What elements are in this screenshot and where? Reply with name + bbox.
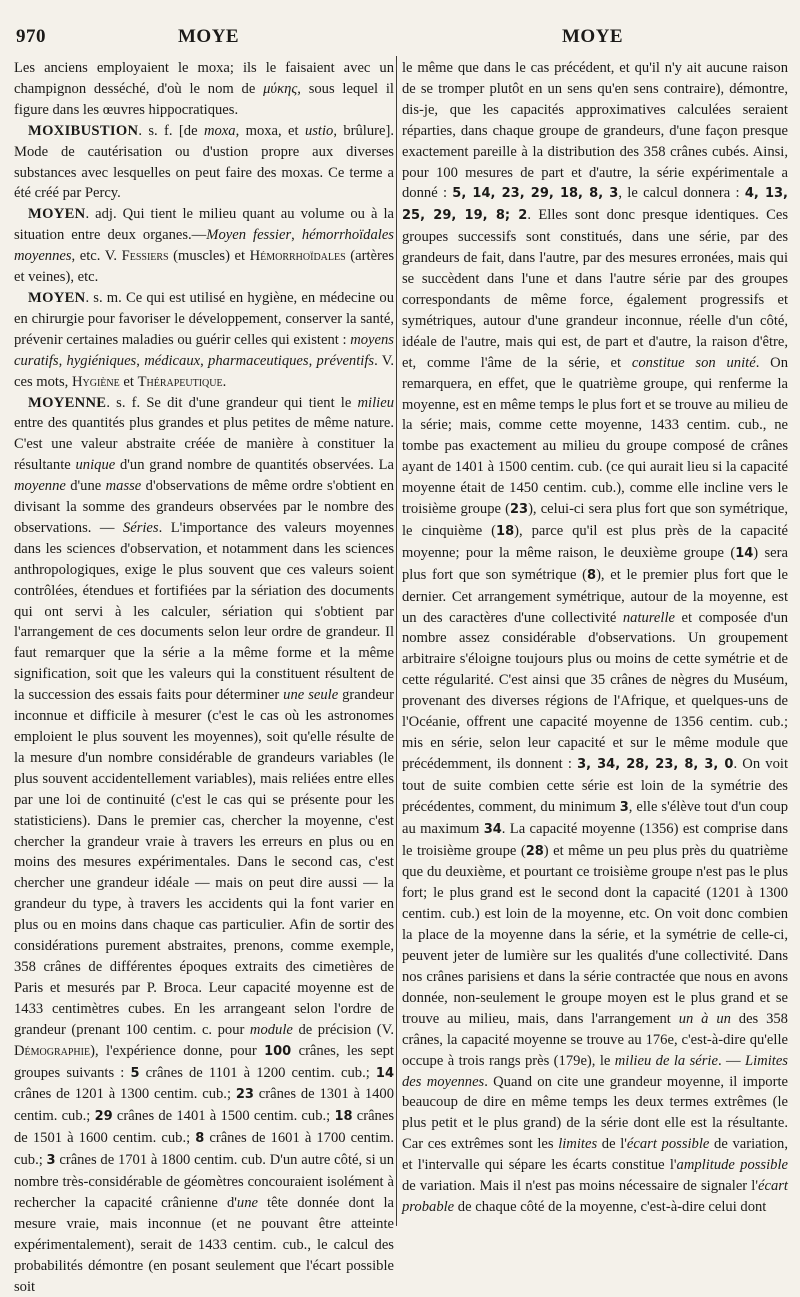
- series-figure: 5: [130, 1066, 139, 1081]
- series-figure: 8: [195, 1131, 204, 1146]
- text-run: crânes de 1101 à 1200 centim. cub.;: [140, 1065, 376, 1081]
- text-run: , sous lequel il figure dans les œuvres hippocratiques.: [14, 81, 394, 118]
- text-run: ), celui-ci sera plus fort que son symétrique, le cinquième (: [402, 501, 788, 539]
- text-run: crânes de 1601 à 1700 centim. cub.;: [14, 1130, 394, 1168]
- text-run: . On voit tout de suite combien cette série est loin de la symétrie des précédentes, comment, du minimum: [402, 756, 788, 815]
- entry-headword: MOYEN: [28, 290, 85, 306]
- text-run: ), l'expérience donne, pour: [90, 1043, 264, 1059]
- text-run: ) sera plus fort que son symétrique (: [402, 545, 788, 583]
- text-run: entre des quantités plus grandes et plus petites de même nature. C'est une valeur abstraite créée de manière à constituer la résultante: [14, 415, 394, 473]
- text-run: d'une: [66, 478, 106, 494]
- emphasis-text: Limites des moyennes: [402, 1053, 788, 1090]
- text-run: . Quand on cite une grandeur moyenne, il importe beaucoup de dire en même temps les deux termes extrêmes (le plus petit et le plus grand) de la série dont elle est la résultante. Car ces extrêmes sont les: [402, 1074, 788, 1153]
- emphasis-text: unique: [76, 457, 116, 473]
- text-run: . V. ces mots,: [14, 353, 394, 390]
- cross-reference: Démographie: [14, 1043, 90, 1059]
- text-run: d'observations de même ordre s'obtient en divisant la somme des grandeurs observées par le nombre des observations. —: [14, 478, 394, 536]
- series-figure: 14: [735, 546, 753, 561]
- text-run: . —: [718, 1053, 745, 1069]
- entry-headword: MOXIBUSTION: [28, 123, 138, 139]
- text-run: de variation. Mais il n'est pas moins nécessaire de signaler l': [402, 1178, 758, 1194]
- text-run: crânes de 1301 à 1400 centim. cub.;: [14, 1086, 394, 1124]
- right-running-head: MOYE: [562, 26, 623, 48]
- series-figure: 100: [264, 1044, 291, 1059]
- series-figure: 18: [496, 524, 514, 539]
- emphasis-text: médicaux: [144, 353, 200, 369]
- text-run: ), parce qu'il est plus près de la capacité moyenne; pour la même raison, le deuxième groupe (: [402, 523, 788, 561]
- text-run: . Elles sont donc presque identiques. Ces groupes successifs sont constitués, dans une série, par des grandeurs de fait, dans l'autre, par des mesures erronées, mais qui se succèdent dans l'une et dans l'autre série par des groupes correspondants de même force, également progressifs et symétriques, autour d'une grandeur inconnue, réelle d'un côté, idéale de l'autre, mais qui est, de part et d'autre, la raison d'être, et, comme l'âme de la série, et: [402, 207, 788, 370]
- text-run: grandeur inconnue et difficile à mesurer (c'est le cas où les astronomes emploient le plus souvent les moyennes), soit qu'elle résulte de la mesure d'un nombre considérable de grandeurs variables (le plus souvent accidentellement variables), mais reliées entre elles par une loi de continuité (c'est le cas qui se présente pour les statisticiens). Dans le premier cas, chercher la moyenne, c'est chercher la grandeur vraie à travers les erreurs en plus ou en moins des mesures expérimentales. Dans le second cas, c'est chercher une grandeur idéale — mais on peut dire aussi — la grandeur du type, à travers les accidents qui la font varier en plus ou en moins dans chaque cas particulier. Afin de sortir des considérations purement abstraites, prenons, comme exemple, 358 crânes de différentes époques extraits des cimetières de Paris et mesurés par P. Broca. Leur capacité moyenne est de 1433 centimètres cubes. En les arrangeant selon l'ordre de grandeur (prenant 100 centim. c. pour: [14, 687, 394, 1038]
- emphasis-text: Séries: [123, 520, 159, 536]
- series-figure: 3, 34, 28, 23, 8, 3, 0: [577, 757, 733, 772]
- emphasis-text: un à un: [679, 1011, 731, 1027]
- text-run: crânes, les sept groupes suivants :: [14, 1043, 394, 1081]
- text-run: , brûlure]. Mode de cautérisation ou d'ustion propre aux diverses substances avec lesquelles on peut faire des moxas. Ce terme a été créé par Percy.: [14, 123, 394, 202]
- text-run: (muscles) et: [169, 248, 250, 264]
- text-run: ,: [136, 353, 144, 369]
- text-run: ,: [309, 353, 317, 369]
- text-run: .: [223, 374, 227, 390]
- emphasis-text: milieu: [358, 395, 394, 411]
- text-run: ,: [291, 227, 302, 243]
- emphasis-text: une seule: [283, 687, 338, 703]
- emphasis-text: une: [237, 1195, 258, 1211]
- series-figure: 34: [484, 822, 502, 837]
- text-run: , elle s'élève tout d'un coup au maximum: [402, 799, 788, 837]
- text-run: . s. f. Se dit d'une grandeur qui tient le: [106, 395, 357, 411]
- series-figure: 3: [620, 800, 629, 815]
- text-run: de précision (V.: [293, 1022, 394, 1038]
- emphasis-text: écart probable: [402, 1178, 788, 1215]
- text-run: d'un grand nombre de quantités observées. La: [115, 457, 394, 473]
- text-run: , etc. V.: [72, 248, 122, 264]
- emphasis-text: Moyen fessier: [206, 227, 291, 243]
- text-run: ,: [59, 353, 67, 369]
- paragraph: [14, 121, 394, 205]
- text-run: . s. m. Ce qui est utilisé en hygiène, en médecine ou en chirurgie pour favoriser le développement, conserver la santé, prévenir certaines maladies ou guérir celles qui existent :: [14, 290, 394, 348]
- text-run: . L'importance des valeurs moyennes dans les sciences d'observation, et notamment dans les sciences anthropologiques, exige le plus souvent que ces valeurs soient contrôlées, étendues et fortifiées par la sériation des documents qui ont servi à les calculer, sériation qui s'obtient par l'arrangement de ces documents selon leur ordre de grandeur. Il faut remarquer que la série a la même forme et la même signification, soit que les valeurs qui la constituent résultent de la succession des essais faits pour déterminer: [14, 520, 394, 703]
- emphasis-text: naturelle: [623, 610, 675, 626]
- text-run: Les anciens employaient le moxa; ils le faisaient avec un champignon desséché, d'où le nom de: [14, 60, 394, 97]
- text-run: et: [120, 374, 138, 390]
- text-run: de chaque côté de la moyenne, c'est-à-dire celui dont: [454, 1199, 766, 1215]
- emphasis-text: hygiéniques: [67, 353, 137, 369]
- emphasis-text: ustio: [305, 123, 333, 139]
- text-run: (artères et veines), etc.: [14, 248, 394, 285]
- column-rule: [396, 56, 397, 1226]
- emphasis-text: moxa: [204, 123, 236, 139]
- text-run: . On remarquera, en effet, que le quatrième groupe, qui renferme la moyenne, est en même temps le plus fort et se trouve au milieu de la série; mais, comme cette moyenne, 1433 centim. cub., ne tombe pas exactement au milieu du groupe composé de crânes ayant de 1401 à 1500 centim. cub. (ce qui aurait lieu si la capacité moyenne était de 1450 centim. cub.), comme elle incline vers le troisième groupe (: [402, 355, 788, 517]
- series-figure: 23: [236, 1087, 254, 1102]
- series-figure: 29: [95, 1109, 113, 1124]
- entry-headword: MOYENNE: [28, 395, 106, 411]
- text-run: . s. f. [de: [138, 123, 204, 139]
- text-run: . adj. Qui tient le milieu quant au volume ou à la situation entre deux organes.—: [14, 206, 394, 243]
- text-run: crânes de 1401 à 1500 centim. cub.;: [113, 1108, 335, 1124]
- paragraph: [14, 58, 394, 121]
- entry-headword: MOYEN: [28, 206, 85, 222]
- series-figure: 23: [510, 502, 528, 517]
- paragraph: [14, 288, 394, 393]
- text-run: ,: [200, 353, 208, 369]
- emphasis-text: μύκης: [263, 81, 297, 97]
- emphasis-text: moyens curatifs: [14, 332, 394, 369]
- text-run: et composée d'un nombre assez considérable d'observations. Un groupement arbitraire s'éloigne toujours plus ou moins de cette symétrie et de cette régularité. C'est ainsi que 35 crânes de nègres du Muséum, provenant des diverses régions de l'Afrique, et quelques-uns de l'Océanie, offrent une capacité moyenne de 1356 centim. cub.; mis en série, selon leur capacité et sur le même module que précédemment, ils donnent :: [402, 610, 788, 772]
- emphasis-text: hémorrhoïdales moyennes: [14, 227, 394, 264]
- emphasis-text: moyenne: [14, 478, 66, 494]
- text-run: , moxa, et: [236, 123, 305, 139]
- text-run: de l': [597, 1136, 627, 1152]
- emphasis-text: préventifs: [317, 353, 375, 369]
- emphasis-text: masse: [106, 478, 142, 494]
- text-run: ), et le premier plus fort que le dernier. Cet arrangement symétrique, autour de la moyenne, est un des caractères d'une collectivité: [402, 567, 788, 626]
- page-number: 970: [16, 26, 46, 48]
- series-figure: 28: [526, 844, 544, 859]
- text-run: crânes de 1501 à 1600 centim. cub.;: [14, 1108, 394, 1146]
- emphasis-text: milieu de la série: [615, 1053, 718, 1069]
- emphasis-text: module: [250, 1022, 293, 1038]
- text-run: crânes de 1201 à 1300 centim. cub.;: [14, 1086, 236, 1102]
- cross-reference: Fessiers: [122, 248, 169, 264]
- text-run: , le calcul donnera :: [618, 185, 744, 201]
- emphasis-text: écart possible: [627, 1136, 709, 1152]
- emphasis-text: pharmaceutiques: [208, 353, 309, 369]
- text-run: le même que dans le cas précédent, et qu'il n'y ait aucune raison de se tromper plutôt en un sens qu'en sens contraire), démontre, dis-je, que les capacités approximatives calculées seraient réparties, dans chaque groupe de grandeurs, d'une façon presque exactement pareille à la distribution des 358 crânes cubés. Ainsi, pour 100 mesures de part et d'autre, la série expérimentale a donné :: [402, 60, 788, 201]
- paragraph: [14, 393, 394, 1297]
- cross-reference: Hémorrhoïdales: [250, 248, 346, 264]
- emphasis-text: constitue son unité: [632, 355, 756, 371]
- series-figure: 4, 13, 25, 29, 19, 8; 2: [402, 186, 788, 223]
- emphasis-text: limites: [558, 1136, 597, 1152]
- left-column: [14, 58, 394, 1297]
- series-figure: 14: [376, 1066, 394, 1081]
- text-run: tête donnée dont la mesure vraie, mais inconnue (et ne pouvant être atteinte expérimentalement), serait de 1433 centim. cub., le calcul des probabilités démontre (en posant seulement que l'écart possible soit: [14, 1195, 394, 1295]
- series-figure: 18: [334, 1109, 352, 1124]
- text-run: de variation, et l'intervalle qui sépare les écarts constitue l': [402, 1136, 788, 1173]
- paragraph: [402, 58, 788, 1218]
- running-head: [0, 22, 800, 52]
- paragraph: [14, 204, 394, 288]
- text-run: ) et même un peu plus près du quatrième que du deuxième, et pourtant ce troisième groupe n'est pas le plus fort; le plus grand est le second dont la capacité (1201 à 1300 centim. cub.) est loin de la moyenne, etc. On voit donc combien la place de la moyenne dans la série, et la symétrie de celle-ci, peuvent jeter de lumière sur les qualités d'une collectivité. Dans nos crânes parisiens et dans la série contractée que nous en avons donnée, non-seulement le groupe moyen est le plus grand et se trouve au milieu, mais, dans l'arrangement: [402, 843, 788, 1027]
- series-figure: 8: [587, 568, 596, 583]
- right-column: [402, 58, 788, 1218]
- text-run: crânes de 1701 à 1800 centim. cub. D'un autre côté, si un nombre très-considérable de géomètres concouraient isolément à rechercher la capacité crânienne d': [14, 1152, 394, 1211]
- cross-reference: Hygiène: [72, 374, 120, 390]
- cross-reference: Thérapeutique: [138, 374, 223, 390]
- left-running-head: MOYE: [178, 26, 239, 48]
- series-figure: 5, 14, 23, 29, 18, 8, 3: [452, 186, 618, 201]
- text-run: des 358 crânes, la capacité moyenne se trouve au 176e, c'est-à-dire qu'elle occupe à trois rangs près (179e), le: [402, 1011, 788, 1069]
- series-figure: 3: [47, 1153, 56, 1168]
- emphasis-text: amplitude possible: [677, 1157, 788, 1173]
- text-run: . La capacité moyenne (1356) est comprise dans le troisième groupe (: [402, 821, 788, 859]
